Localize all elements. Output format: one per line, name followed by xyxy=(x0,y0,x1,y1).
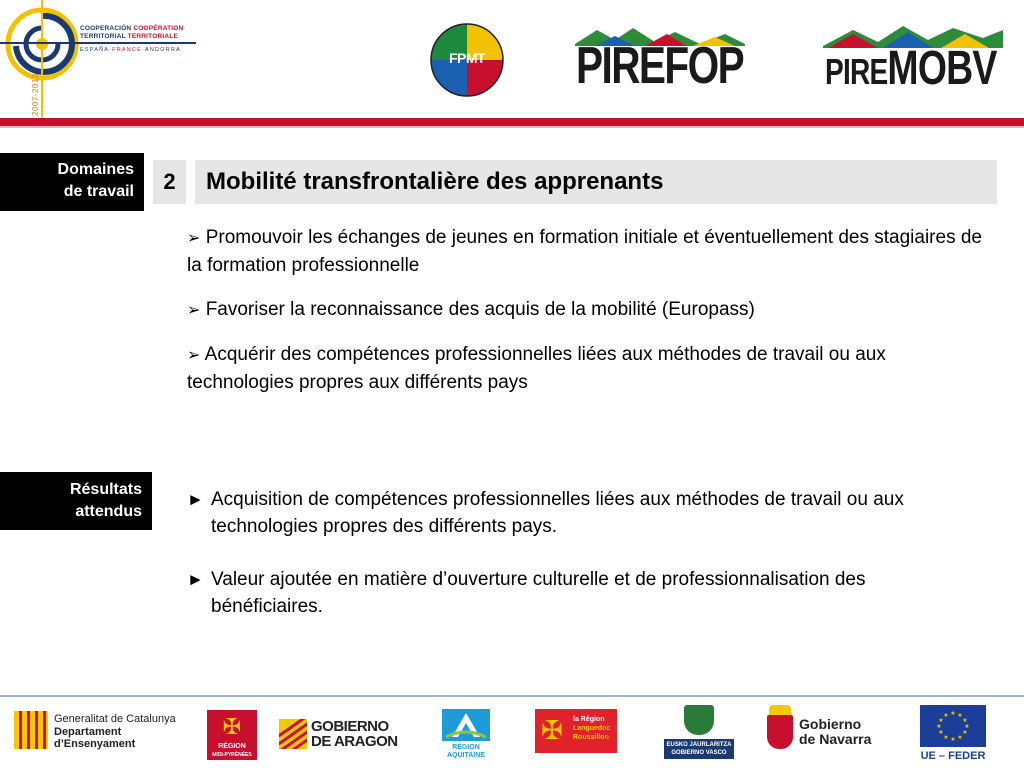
arrow-bullet-icon: ➢ xyxy=(187,302,201,319)
navarra-shield-icon xyxy=(767,715,793,749)
domaines-label xyxy=(0,153,144,211)
midi-label xyxy=(207,743,257,759)
fpmt-label: FPMT xyxy=(448,50,486,66)
list-item xyxy=(187,566,947,620)
svg-text:★: ★ xyxy=(950,736,956,743)
poctefa-line3-a: ESPAÑA· xyxy=(80,47,113,53)
poctefa-line3-c: ·ANDORRA xyxy=(141,47,181,53)
svg-text:★: ★ xyxy=(943,712,949,719)
gobierno-vasco-logo xyxy=(664,705,734,761)
svg-text:★: ★ xyxy=(962,717,968,724)
poctefa-line3 xyxy=(80,47,181,53)
svg-text:★: ★ xyxy=(938,717,944,724)
vasco-shield-icon xyxy=(684,705,714,735)
resultats-label-line1: Résultats xyxy=(69,481,142,498)
resultats-label-line2: attendus xyxy=(75,503,142,520)
piremobv-label xyxy=(825,44,997,105)
catalunya-logo xyxy=(14,711,189,751)
languedoc-line1: la Région xyxy=(573,716,605,723)
list-item-text: Acquérir des compétences professionnelles liées aux méthodes de travail ou aux technologies propres aux différents pays xyxy=(187,344,886,393)
svg-text:★: ★ xyxy=(943,734,949,741)
list-item xyxy=(187,486,947,540)
gobierno-navarra-logo xyxy=(767,705,887,757)
languedoc-roussillon-logo xyxy=(535,709,617,753)
poctefa-line1 xyxy=(80,25,183,32)
piremobv-part2: MOBV xyxy=(887,42,997,95)
catalunya-line1: Generalitat de Catalunya xyxy=(54,713,176,725)
poctefa-line2 xyxy=(80,33,178,40)
svg-text:★: ★ xyxy=(964,723,970,730)
pirefop-label: PIREFOP xyxy=(576,37,744,95)
results-list xyxy=(187,486,947,646)
midi-line1: RÉGION xyxy=(218,743,246,750)
arrow-bullet-icon: ➢ xyxy=(187,230,201,247)
aragon-logo xyxy=(279,719,411,753)
triangle-bullet-icon: ► xyxy=(187,570,204,589)
vasco-line2: GOBIERNO VASCO xyxy=(671,750,727,756)
navarra-line2: de Navarra xyxy=(799,731,872,747)
svg-text:★: ★ xyxy=(936,723,942,730)
triangle-bullet-icon: ► xyxy=(187,490,204,509)
partner-logos-footer xyxy=(0,697,1024,768)
languedoc-line3: Roussillon xyxy=(573,734,609,741)
poctefa-horizontal-line xyxy=(0,42,196,44)
poctefa-line3-b: FRANCE xyxy=(112,47,142,53)
midi-line2: MIDI-PYRÉNÉES xyxy=(212,752,252,758)
list-item xyxy=(187,224,997,279)
aragon-line2: DE ARAGON xyxy=(311,733,398,750)
catalunya-line3: d’Ensenyament xyxy=(54,738,136,750)
list-item-text: Promouvoir les échanges de jeunes en formation initiale et éventuellement des stagiaires de la formation professionnelle xyxy=(187,227,982,276)
poctefa-vertical-line xyxy=(41,0,43,118)
eu-flag-icon xyxy=(920,705,986,747)
aquitaine-line2: AQUITAINE xyxy=(447,752,485,759)
aquitaine-logo xyxy=(440,709,492,761)
section-number: 2 xyxy=(153,160,186,204)
svg-text:★: ★ xyxy=(957,712,963,719)
header-red-band xyxy=(0,118,1024,126)
occitan-cross-icon: ✠ xyxy=(222,714,242,739)
svg-text:★: ★ xyxy=(950,710,956,717)
poctefa-years: 2007-2013 xyxy=(31,73,40,116)
aragon-flag-icon xyxy=(279,719,307,749)
list-item-text: Favoriser la reconnaissance des acquis de la mobilité (Europass) xyxy=(205,299,755,320)
resultats-label xyxy=(0,472,152,530)
header-red-band-shadow xyxy=(0,126,1024,128)
poctefa-line2-b: TERRITORIALE xyxy=(127,33,178,40)
catalunya-flag-icon xyxy=(14,711,48,749)
vasco-label xyxy=(664,739,734,759)
section-title: Mobilité transfrontalière des apprenants xyxy=(195,160,997,204)
midi-pyrenees-logo xyxy=(207,710,257,760)
eu-feder-logo xyxy=(920,705,986,763)
list-item-text: Acquisition de compétences professionnelles liées aux méthodes de travail ou aux technologies propres des différents pays. xyxy=(211,489,904,537)
list-item-text: Valeur ajoutée en matière d’ouverture culturelle et de professionnalisation des bénéficiaires. xyxy=(211,569,866,617)
poctefa-line2-a: TERRITORIAL xyxy=(80,33,126,40)
svg-text:★: ★ xyxy=(962,729,968,736)
languedoc-label xyxy=(573,715,610,742)
aquitaine-label xyxy=(440,744,492,760)
catalunya-line2: Departament xyxy=(54,726,122,738)
poctefa-line1-a: COOPERACIÓN xyxy=(80,25,132,32)
piremobv-part1: PIRE xyxy=(825,51,888,92)
slide-header xyxy=(0,0,1024,118)
occitan-cross-icon: ✠ xyxy=(541,715,563,745)
vasco-line1: EUSKO JAURLARITZA xyxy=(666,742,732,748)
list-item xyxy=(187,341,997,396)
domaines-label-line1: Domaines xyxy=(57,161,134,178)
domaines-label-line2: de travail xyxy=(63,183,134,200)
languedoc-line2: Languedoc xyxy=(573,725,611,732)
eu-feder-label: UE – FEDER xyxy=(920,750,986,762)
svg-text:★: ★ xyxy=(938,729,944,736)
aquitaine-line1: RÉGION xyxy=(452,744,480,751)
poctefa-line1-b: COOPÉRATION xyxy=(133,25,184,32)
aragon-line1: GOBIERNO xyxy=(311,718,389,735)
arrow-bullet-icon: ➢ xyxy=(187,347,201,364)
objectives-list xyxy=(187,224,997,413)
svg-text:★: ★ xyxy=(957,734,963,741)
aquitaine-emblem-icon xyxy=(442,709,490,741)
crown-icon xyxy=(769,705,791,715)
list-item xyxy=(187,296,997,324)
poctefa-logo xyxy=(0,0,200,118)
navarra-line1: Gobierno xyxy=(799,716,862,732)
